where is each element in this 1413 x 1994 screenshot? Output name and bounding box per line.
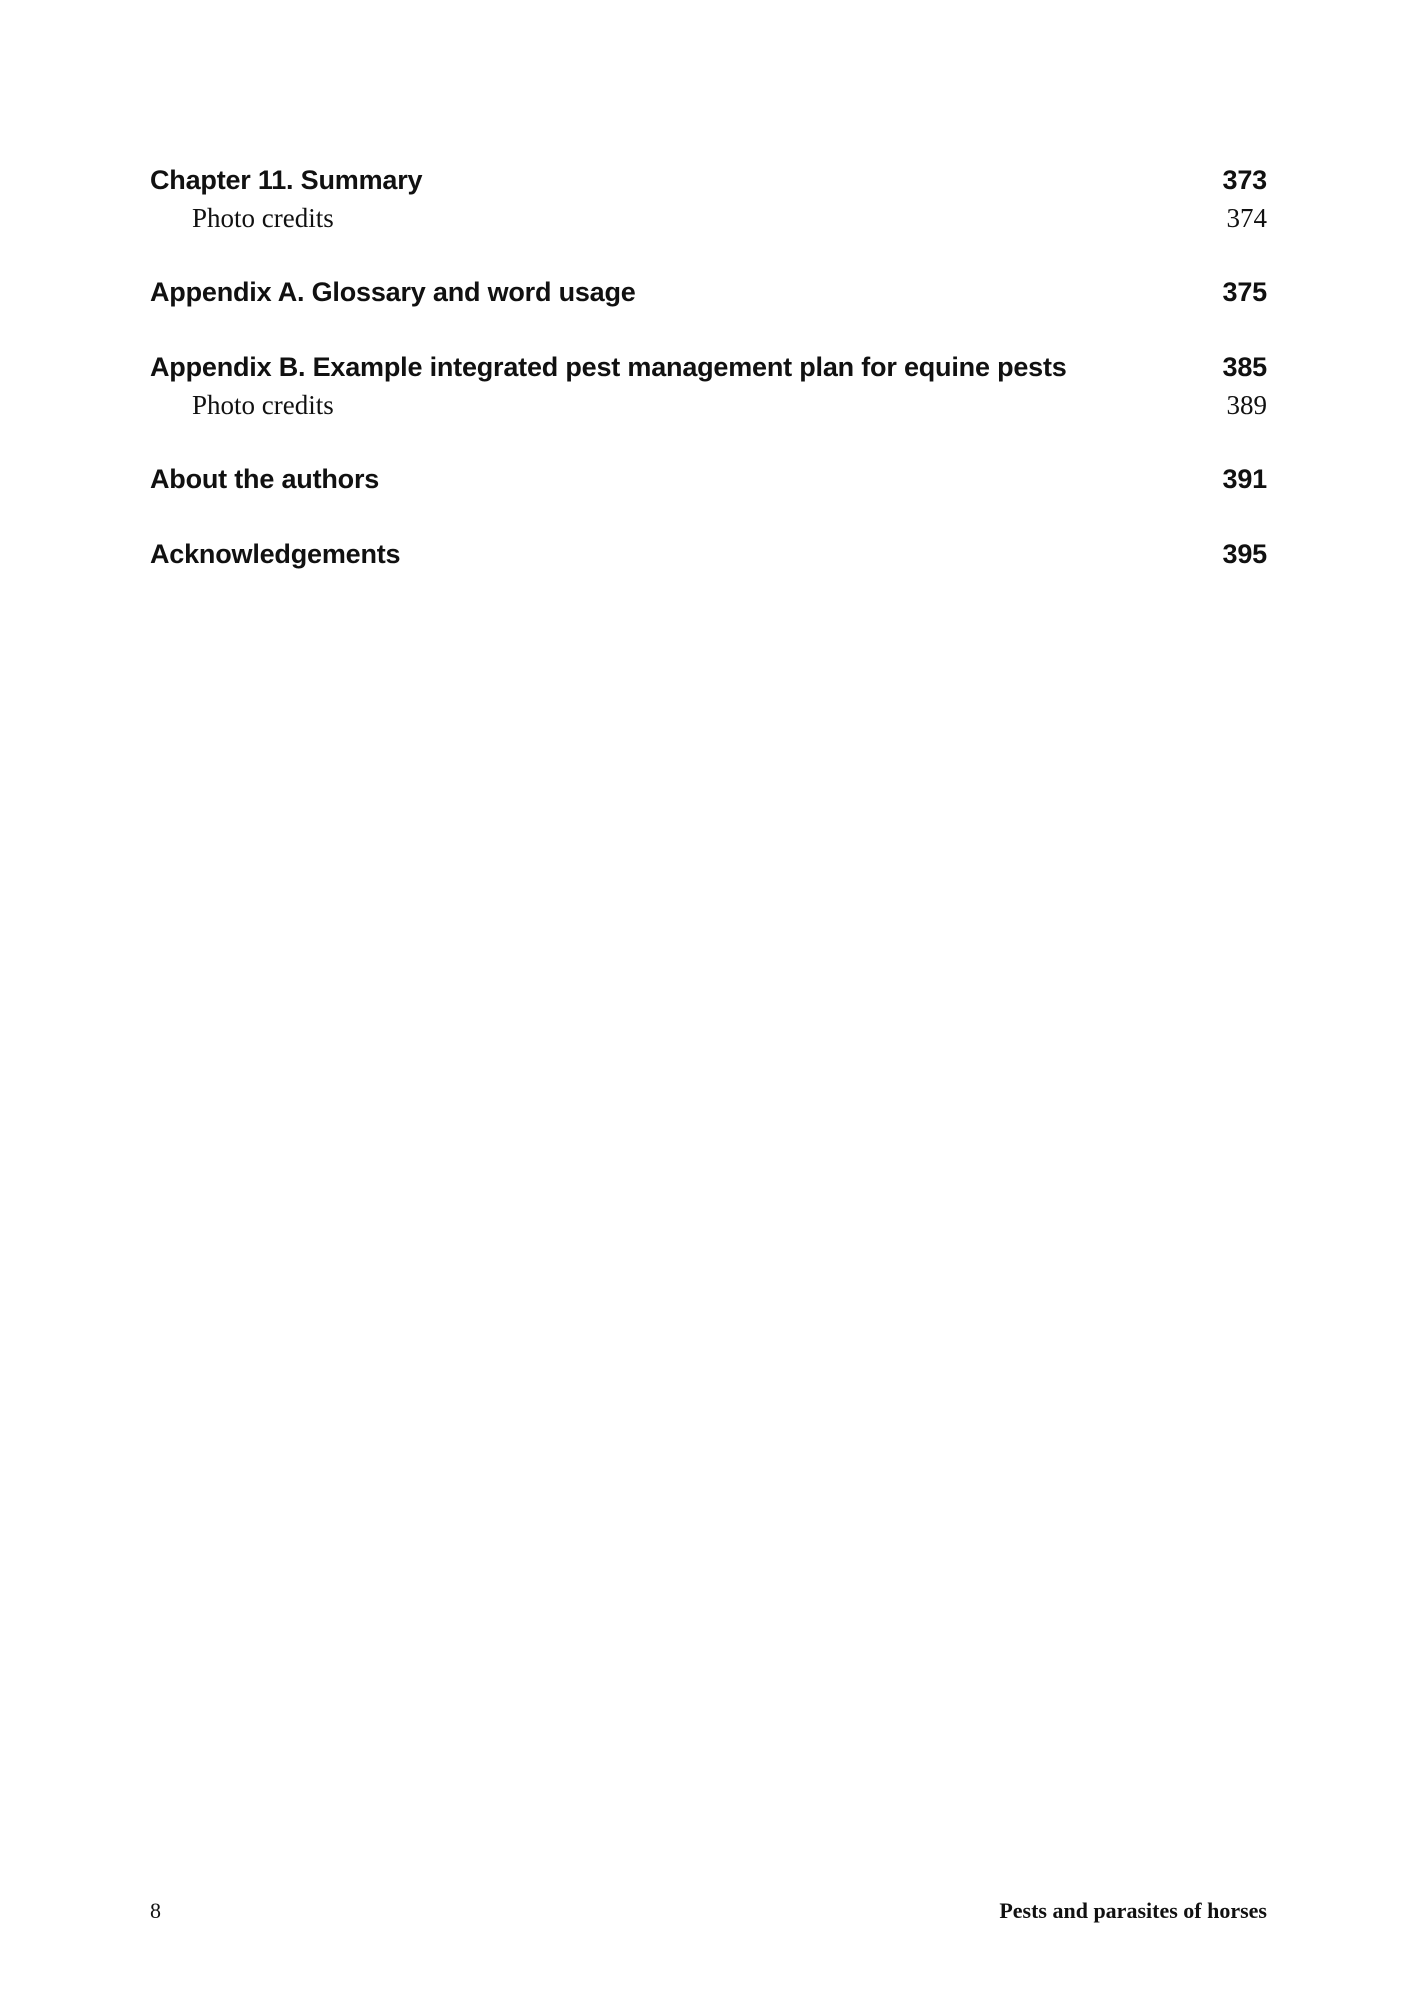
toc-entry-page: 385: [1222, 352, 1267, 382]
toc-subentry[interactable]: [150, 200, 1267, 237]
toc-section-chapter-11: [150, 160, 1267, 237]
toc-subentry[interactable]: [150, 387, 1267, 424]
toc-entry[interactable]: [150, 272, 1267, 312]
toc-subentry-page: 389: [1226, 390, 1267, 420]
toc-entry-page: 373: [1222, 165, 1267, 195]
toc-entry-title: Chapter 11. Summary: [150, 165, 423, 195]
toc-subentry-page: 374: [1226, 203, 1267, 233]
toc-entry-title: Appendix B. Example integrated pest management plan for equine pests: [150, 352, 1067, 382]
toc-section-acknowledgements: [150, 534, 1267, 574]
table-of-contents: [150, 160, 1267, 609]
toc-entry-page: 391: [1222, 464, 1267, 494]
page-number: 8: [150, 1898, 161, 1923]
toc-section-about-authors: [150, 459, 1267, 499]
toc-section-appendix-b: [150, 347, 1267, 424]
toc-entry-page: 375: [1222, 277, 1267, 307]
toc-entry[interactable]: [150, 160, 1267, 200]
toc-entry[interactable]: [150, 459, 1267, 499]
toc-entry-title: Acknowledgements: [150, 539, 401, 569]
toc-subentry-title: Photo credits: [192, 203, 334, 233]
toc-entry-title: Appendix A. Glossary and word usage: [150, 277, 636, 307]
toc-entry-title: About the authors: [150, 464, 380, 494]
running-title: Pests and parasites of horses: [999, 1898, 1267, 1923]
page-footer: [150, 1898, 1267, 1924]
toc-entry[interactable]: [150, 347, 1267, 387]
toc-subentry-title: Photo credits: [192, 390, 334, 420]
toc-entry[interactable]: [150, 534, 1267, 574]
toc-entry-page: 395: [1222, 539, 1267, 569]
toc-section-appendix-a: [150, 272, 1267, 312]
